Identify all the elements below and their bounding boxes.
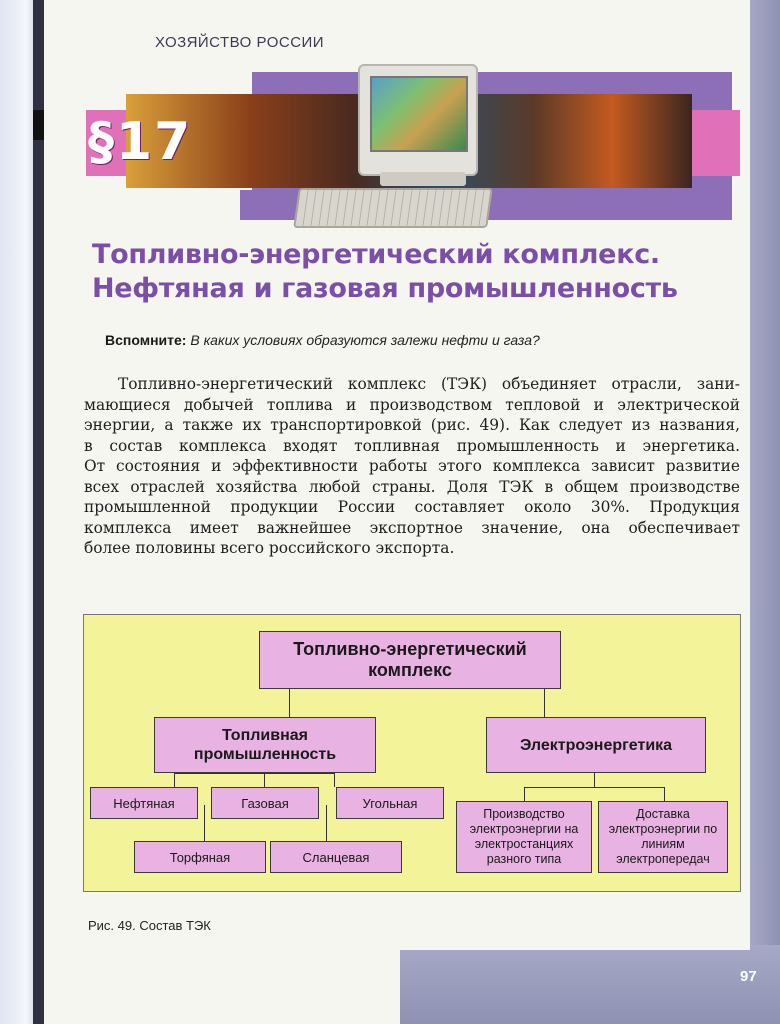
gas-industry-box: Газовая [211, 787, 319, 819]
body-paragraph [84, 374, 740, 559]
connector [334, 773, 335, 787]
body-line: более половины всего российского экспорта. [84, 539, 455, 557]
paragraph-number: §17 [88, 112, 193, 172]
connector [524, 787, 525, 801]
coal-industry-box: Угольная [336, 787, 444, 819]
banner-pink-block-right [690, 110, 740, 176]
diagram-root-box: Топливно-энергетический комплекс [259, 631, 561, 689]
connector [664, 787, 665, 801]
chapter-title [92, 238, 742, 306]
connector [174, 773, 175, 787]
monitor-map-screen [370, 76, 468, 152]
running-head: ХОЗЯЙСТВО РОССИИ [155, 34, 325, 51]
remember-question: В каких условиях образуются залежи нефти и газа? [186, 332, 540, 348]
connector [524, 787, 664, 788]
textbook-page-bottom [44, 945, 400, 1024]
body-line: промышленной продукции России составляет около 30%. Продукция [84, 498, 740, 516]
body-line: всех отраслей хозяйства любой страны. Доля ТЭК в общем производстве [84, 477, 740, 496]
remember-label: Вспомните: [105, 332, 187, 348]
oil-industry-box: Нефтяная [90, 787, 198, 819]
page-number: 97 [740, 968, 757, 985]
connector [326, 805, 327, 841]
body-line: мающиеся добычей топлива и производством тепловой и электрической [84, 395, 740, 414]
power-production-box: Производство электроэнергии на электростанциях разного типа [456, 801, 592, 873]
body-line: От состояния и эффективности работы этого комплекса зависит развитие [84, 457, 740, 475]
power-delivery-box: Доставка электроэнергии по линиям электропередач [598, 801, 728, 873]
connector [289, 689, 290, 717]
keyboard-image [293, 188, 493, 228]
chapter-title-line-1: Топливно-энергетический комплекс. [92, 239, 660, 270]
bottom-map-background [400, 945, 780, 1024]
connector [594, 773, 595, 787]
connector [174, 773, 334, 774]
computer-monitor-image [358, 64, 478, 176]
monitor-stand [380, 172, 466, 186]
connector [544, 689, 545, 717]
peat-industry-box: Торфяная [134, 841, 266, 873]
tek-structure-diagram [83, 614, 741, 892]
figure-caption: Рис. 49. Состав ТЭК [88, 918, 211, 933]
body-line: энергии, а также их транспортировкой (рис. 49). Как следует из названия, [84, 416, 740, 434]
body-line: комплекса имеет важнейшее экспортное значение, она обеспечивает [84, 518, 740, 537]
chapter-title-line-2: Нефтяная и газовая промышленность [92, 273, 678, 304]
shale-industry-box: Сланцевая [270, 841, 402, 873]
fuel-industry-box: Топливная промышленность [154, 717, 376, 773]
electric-power-box: Электроэнергетика [486, 717, 706, 773]
right-map-background [748, 0, 780, 1024]
body-line: Топливно-энергетический комплекс (ТЭК) объединяет отрасли, зани- [118, 375, 740, 393]
body-line: в состав комплекса входят топливная промышленность и энергетика. [84, 436, 740, 455]
remember-prompt [105, 332, 540, 348]
connector [204, 805, 205, 841]
